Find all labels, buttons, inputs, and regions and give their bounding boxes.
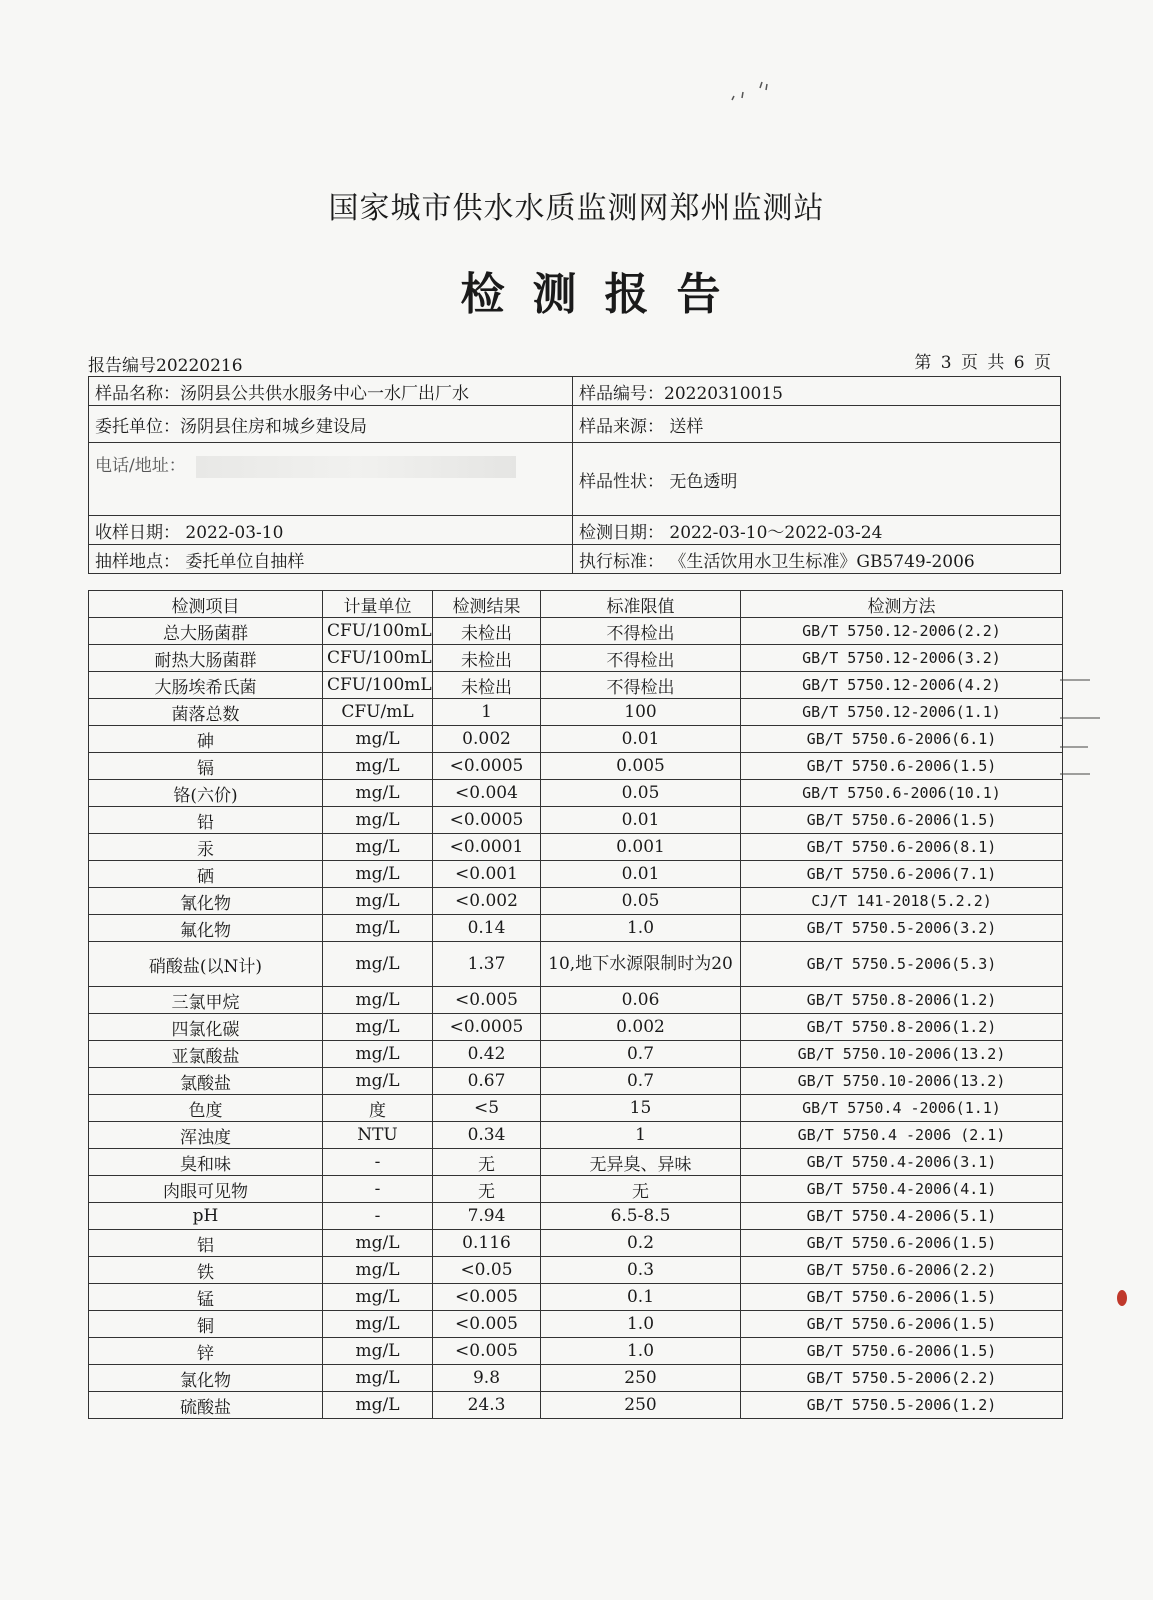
limit-cell: 0.7 [541, 1068, 741, 1095]
result-row [89, 1041, 1063, 1068]
result-cell: <0.05 [433, 1257, 541, 1284]
result-row [89, 1203, 1063, 1230]
test-item-cell: 铅 [89, 807, 323, 834]
test-item-cell: 汞 [89, 834, 323, 861]
receive-date: 收样日期： 2022-03-10 [89, 516, 573, 545]
unit-cell: mg/L [323, 1338, 433, 1365]
method-cell: GB/T 5750.8-2006(1.2) [741, 1014, 1063, 1041]
unit-cell: CFU/100mL [323, 645, 433, 672]
limit-cell: 1.0 [541, 1311, 741, 1338]
limit-cell: 不得检出 [541, 672, 741, 699]
result-row [89, 1284, 1063, 1311]
result-row [89, 1149, 1063, 1176]
limit-cell: 100 [541, 699, 741, 726]
result-cell: 0.67 [433, 1068, 541, 1095]
result-cell: 1 [433, 699, 541, 726]
method-cell: GB/T 5750.6-2006(10.1) [741, 780, 1063, 807]
organization-name: 国家城市供水水质监测网郑州监测站 [328, 191, 825, 226]
sampling-site: 抽样地点： 委托单位自抽样 [89, 545, 573, 574]
method-cell: GB/T 5750.12-2006(1.1) [741, 699, 1063, 726]
result-cell: 7.94 [433, 1203, 541, 1230]
unit-cell: mg/L [323, 1257, 433, 1284]
result-cell: <0.001 [433, 861, 541, 888]
page-indicator: 第 3 页 共 6 页 [914, 353, 1053, 373]
result-row [89, 861, 1063, 888]
limit-cell: 0.06 [541, 987, 741, 1014]
limit-cell: 0.005 [541, 753, 741, 780]
test-item-cell: 锰 [89, 1284, 323, 1311]
method-cell: GB/T 5750.6-2006(1.5) [741, 1338, 1063, 1365]
limit-cell: 0.2 [541, 1230, 741, 1257]
method-cell: GB/T 5750.12-2006(2.2) [741, 618, 1063, 645]
test-item-cell: 铜 [89, 1311, 323, 1338]
test-item-cell: 硝酸盐(以N计) [89, 942, 323, 987]
unit-cell: mg/L [323, 942, 433, 987]
unit-cell: mg/L [323, 1068, 433, 1095]
test-item-cell: 硒 [89, 861, 323, 888]
column-header: 检测项目 [89, 591, 323, 618]
report-number: 报告编号20220216 [88, 356, 243, 376]
method-cell: GB/T 5750.6-2006(1.5) [741, 1284, 1063, 1311]
test-item-cell: 浑浊度 [89, 1122, 323, 1149]
method-cell: GB/T 5750.6-2006(1.5) [741, 1230, 1063, 1257]
limit-cell: 1 [541, 1122, 741, 1149]
sample-name: 样品名称：汤阴县公共供水服务中心一水厂出厂水 [89, 377, 573, 406]
result-cell: 0.34 [433, 1122, 541, 1149]
test-item-cell: 总大肠菌群 [89, 618, 323, 645]
result-cell: <0.005 [433, 1311, 541, 1338]
limit-cell: 250 [541, 1392, 741, 1419]
limit-cell: 0.05 [541, 888, 741, 915]
edge-marks [1060, 660, 1140, 860]
unit-cell: mg/L [323, 915, 433, 942]
method-cell: GB/T 5750.4-2006(4.1) [741, 1176, 1063, 1203]
limit-cell: 15 [541, 1095, 741, 1122]
method-cell: GB/T 5750.6-2006(2.2) [741, 1257, 1063, 1284]
limit-cell: 0.001 [541, 834, 741, 861]
test-item-cell: 耐热大肠菌群 [89, 645, 323, 672]
test-item-cell: 氯化物 [89, 1365, 323, 1392]
test-item-cell: 大肠埃希氏菌 [89, 672, 323, 699]
limit-cell: 0.01 [541, 861, 741, 888]
method-cell: GB/T 5750.4 -2006(1.1) [741, 1095, 1063, 1122]
report-title: 检测报告 [460, 269, 749, 320]
limit-cell: 0.1 [541, 1284, 741, 1311]
result-row [89, 780, 1063, 807]
method-cell: GB/T 5750.6-2006(8.1) [741, 834, 1063, 861]
column-header: 检测方法 [741, 591, 1063, 618]
test-item-cell: 臭和味 [89, 1149, 323, 1176]
test-item-cell: 氟化物 [89, 915, 323, 942]
method-cell: GB/T 5750.5-2006(3.2) [741, 915, 1063, 942]
unit-cell: mg/L [323, 1392, 433, 1419]
limit-cell: 不得检出 [541, 645, 741, 672]
test-item-cell: 硫酸盐 [89, 1392, 323, 1419]
result-cell: <0.0005 [433, 1014, 541, 1041]
sample-source: 样品来源： 送样 [573, 406, 1061, 443]
result-cell: 未检出 [433, 618, 541, 645]
limit-cell: 1.0 [541, 915, 741, 942]
unit-cell: mg/L [323, 834, 433, 861]
result-row [89, 726, 1063, 753]
result-row [89, 1311, 1063, 1338]
result-cell: <0.005 [433, 987, 541, 1014]
unit-cell: mg/L [323, 861, 433, 888]
result-row [89, 888, 1063, 915]
unit-cell: mg/L [323, 1311, 433, 1338]
test-date: 检测日期： 2022-03-10～2022-03-24 [573, 516, 1061, 545]
unit-cell: mg/L [323, 1284, 433, 1311]
result-cell: <0.004 [433, 780, 541, 807]
sample-property: 样品性状： 无色透明 [573, 443, 1061, 516]
limit-cell: 0.7 [541, 1041, 741, 1068]
result-cell: 未检出 [433, 672, 541, 699]
result-cell: <0.005 [433, 1284, 541, 1311]
unit-cell: mg/L [323, 753, 433, 780]
limit-cell: 6.5-8.5 [541, 1203, 741, 1230]
unit-cell: mg/L [323, 1230, 433, 1257]
test-item-cell: 氯酸盐 [89, 1068, 323, 1095]
result-row [89, 1365, 1063, 1392]
limit-cell: 0.002 [541, 1014, 741, 1041]
method-cell: GB/T 5750.4-2006(3.1) [741, 1149, 1063, 1176]
result-row [89, 699, 1063, 726]
phone-address-cell [89, 443, 573, 516]
test-item-cell: 肉眼可见物 [89, 1176, 323, 1203]
method-cell: GB/T 5750.12-2006(3.2) [741, 645, 1063, 672]
unit-cell: - [323, 1203, 433, 1230]
result-cell: <0.002 [433, 888, 541, 915]
result-row [89, 753, 1063, 780]
method-cell: GB/T 5750.8-2006(1.2) [741, 987, 1063, 1014]
unit-cell: 度 [323, 1095, 433, 1122]
limit-cell: 无 [541, 1176, 741, 1203]
method-cell: GB/T 5750.5-2006(1.2) [741, 1392, 1063, 1419]
test-item-cell: 三氯甲烷 [89, 987, 323, 1014]
result-cell: 无 [433, 1176, 541, 1203]
method-cell: GB/T 5750.4 -2006 (2.1) [741, 1122, 1063, 1149]
phone-address-label: 电话/地址： [95, 456, 186, 476]
test-item-cell: 镉 [89, 753, 323, 780]
test-item-cell: 四氯化碳 [89, 1014, 323, 1041]
unit-cell: CFU/100mL [323, 672, 433, 699]
unit-cell: mg/L [323, 1365, 433, 1392]
method-cell: GB/T 5750.6-2006(1.5) [741, 1311, 1063, 1338]
results-table [88, 590, 1063, 1419]
limit-cell: 1.0 [541, 1338, 741, 1365]
unit-cell: mg/L [323, 780, 433, 807]
method-cell: CJ/T 141-2018(5.2.2) [741, 888, 1063, 915]
limit-cell: 无异臭、异味 [541, 1149, 741, 1176]
result-cell: 0.14 [433, 915, 541, 942]
unit-cell: - [323, 1176, 433, 1203]
result-row [89, 618, 1063, 645]
result-row [89, 834, 1063, 861]
limit-cell: 10,地下水源限制时为20 [541, 942, 741, 987]
test-item-cell: 铁 [89, 1257, 323, 1284]
result-row [89, 1176, 1063, 1203]
result-row [89, 987, 1063, 1014]
unit-cell: NTU [323, 1122, 433, 1149]
result-cell: 1.37 [433, 942, 541, 987]
result-row [89, 1068, 1063, 1095]
limit-cell: 0.01 [541, 726, 741, 753]
result-cell: 24.3 [433, 1392, 541, 1419]
result-cell: 9.8 [433, 1365, 541, 1392]
result-cell: <0.005 [433, 1338, 541, 1365]
result-cell: 无 [433, 1149, 541, 1176]
result-cell: 0.42 [433, 1041, 541, 1068]
result-cell: 0.116 [433, 1230, 541, 1257]
unit-cell: mg/L [323, 888, 433, 915]
result-cell: <5 [433, 1095, 541, 1122]
result-row [89, 1230, 1063, 1257]
limit-cell: 0.3 [541, 1257, 741, 1284]
method-cell: GB/T 5750.10-2006(13.2) [741, 1068, 1063, 1095]
method-cell: GB/T 5750.10-2006(13.2) [741, 1041, 1063, 1068]
method-cell: GB/T 5750.4-2006(5.1) [741, 1203, 1063, 1230]
method-cell: GB/T 5750.6-2006(1.5) [741, 753, 1063, 780]
column-header: 计量单位 [323, 591, 433, 618]
result-row [89, 1095, 1063, 1122]
result-row [89, 1257, 1063, 1284]
result-row [89, 672, 1063, 699]
method-cell: GB/T 5750.5-2006(5.3) [741, 942, 1063, 987]
result-cell: <0.0005 [433, 807, 541, 834]
result-cell: <0.0001 [433, 834, 541, 861]
unit-cell: mg/L [323, 807, 433, 834]
scan-speck [726, 78, 776, 108]
executive-standard: 执行标准： 《生活饮用水卫生标准》GB5749-2006 [573, 545, 1061, 574]
red-mark [1112, 1286, 1132, 1310]
method-cell: GB/T 5750.6-2006(7.1) [741, 861, 1063, 888]
test-item-cell: 锌 [89, 1338, 323, 1365]
limit-cell: 250 [541, 1365, 741, 1392]
unit-cell: - [323, 1149, 433, 1176]
result-cell: 未检出 [433, 645, 541, 672]
result-row [89, 942, 1063, 987]
redacted-block [196, 456, 516, 478]
result-row [89, 1122, 1063, 1149]
limit-cell: 0.05 [541, 780, 741, 807]
method-cell: GB/T 5750.5-2006(2.2) [741, 1365, 1063, 1392]
result-row [89, 915, 1063, 942]
test-item-cell: 砷 [89, 726, 323, 753]
unit-cell: mg/L [323, 726, 433, 753]
unit-cell: CFU/mL [323, 699, 433, 726]
limit-cell: 0.01 [541, 807, 741, 834]
result-row [89, 807, 1063, 834]
method-cell: GB/T 5750.12-2006(4.2) [741, 672, 1063, 699]
test-item-cell: pH [89, 1203, 323, 1230]
result-cell: <0.0005 [433, 753, 541, 780]
method-cell: GB/T 5750.6-2006(1.5) [741, 807, 1063, 834]
unit-cell: mg/L [323, 1014, 433, 1041]
result-row [89, 1338, 1063, 1365]
column-header: 检测结果 [433, 591, 541, 618]
sample-info-table [88, 376, 1061, 574]
method-cell: GB/T 5750.6-2006(6.1) [741, 726, 1063, 753]
limit-cell: 不得检出 [541, 618, 741, 645]
results-header-row [89, 591, 1063, 618]
test-item-cell: 铝 [89, 1230, 323, 1257]
unit-cell: CFU/100mL [323, 618, 433, 645]
client-unit: 委托单位：汤阴县住房和城乡建设局 [89, 406, 573, 443]
unit-cell: mg/L [323, 987, 433, 1014]
column-header: 标准限值 [541, 591, 741, 618]
result-row [89, 1014, 1063, 1041]
test-item-cell: 亚氯酸盐 [89, 1041, 323, 1068]
unit-cell: mg/L [323, 1041, 433, 1068]
result-row [89, 1392, 1063, 1419]
test-item-cell: 菌落总数 [89, 699, 323, 726]
result-cell: 0.002 [433, 726, 541, 753]
test-item-cell: 铬(六价) [89, 780, 323, 807]
test-item-cell: 氰化物 [89, 888, 323, 915]
sample-number: 样品编号：20220310015 [573, 377, 1061, 406]
test-item-cell: 色度 [89, 1095, 323, 1122]
result-row [89, 645, 1063, 672]
